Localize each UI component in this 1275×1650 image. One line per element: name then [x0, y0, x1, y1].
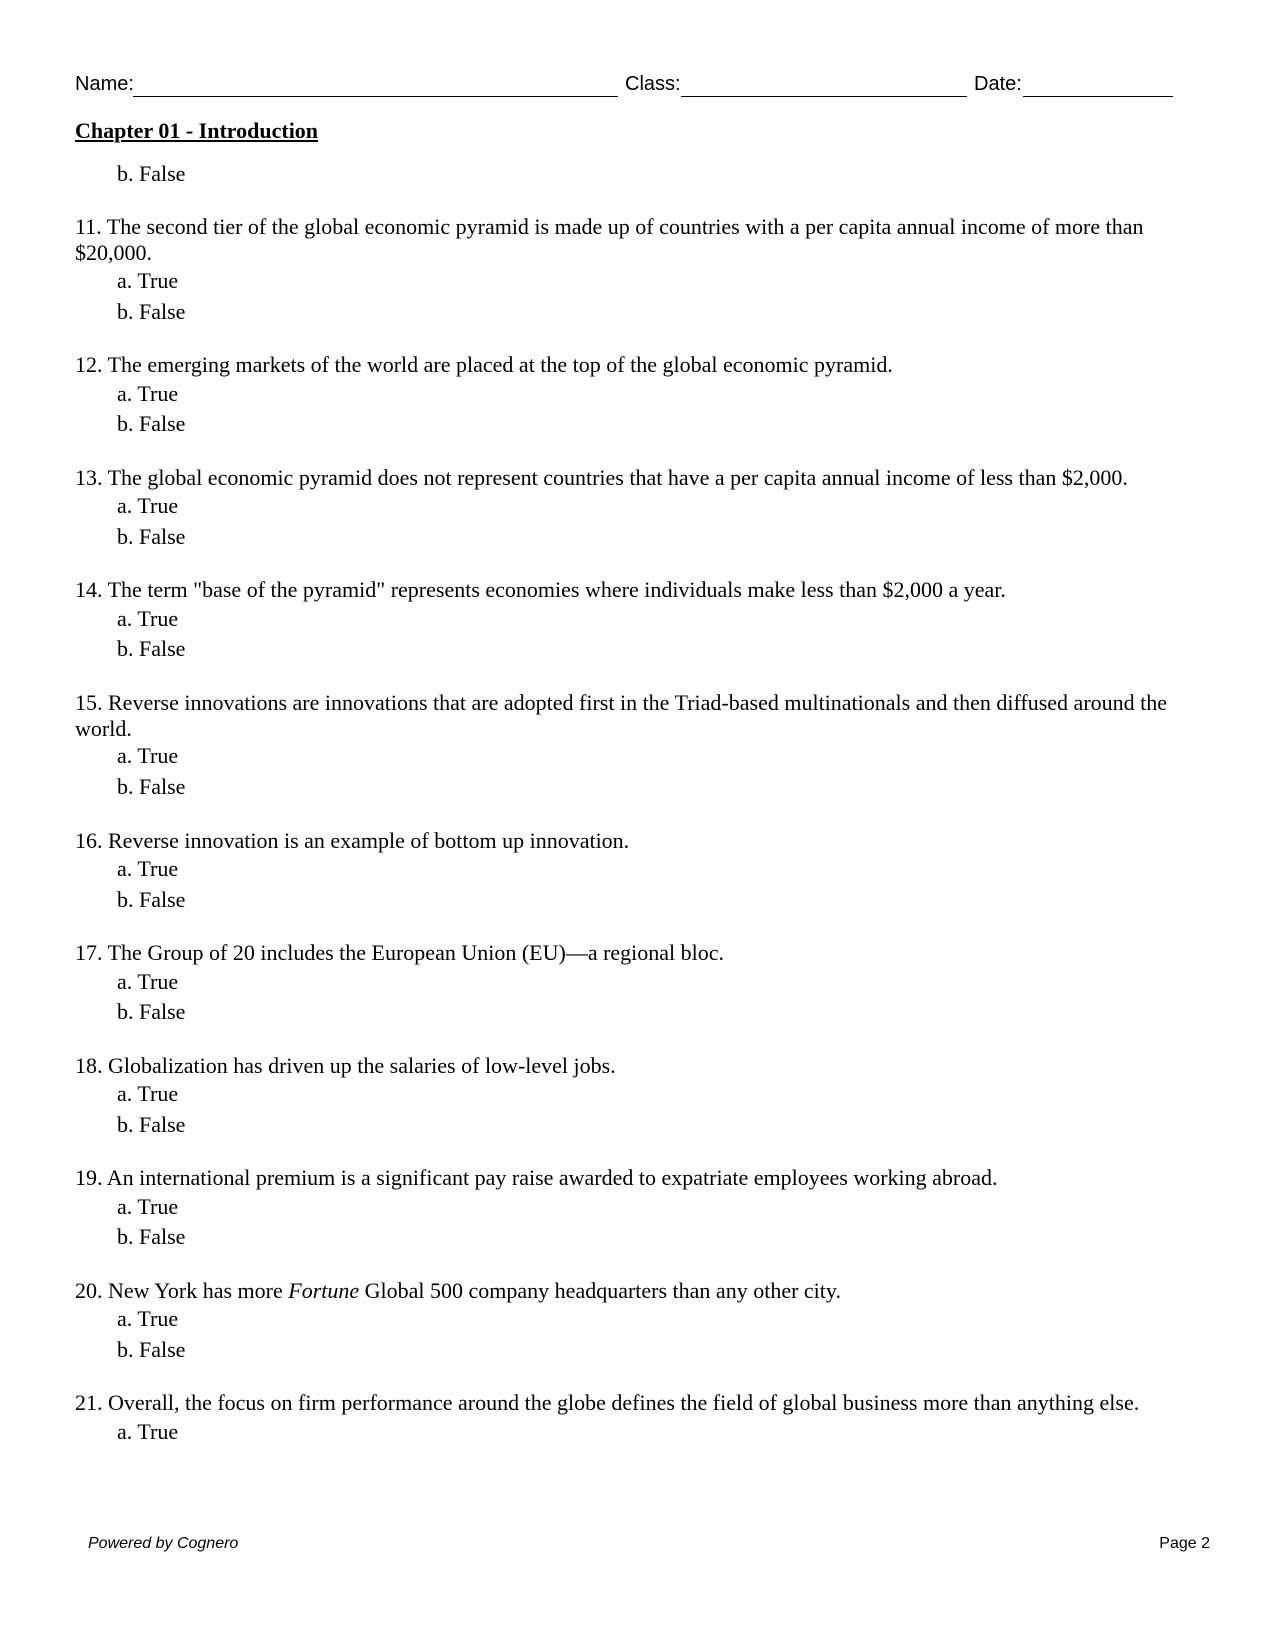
name-field[interactable] [133, 96, 618, 97]
answer-option[interactable]: b. False [117, 411, 186, 436]
question-text: Reverse innovations are innovations that are adopted first in the Triad-based multinationals and then diffused around the world. [75, 690, 1168, 741]
date-label: Date: [974, 73, 1022, 95]
answer-option[interactable]: a. True [117, 969, 179, 994]
class-label: Class: [625, 73, 681, 95]
question-text: The emerging markets of the world are placed at the top of the global economic pyramid. [107, 352, 893, 377]
question-15 [75, 690, 1200, 742]
class-field[interactable] [681, 96, 967, 97]
answer-option[interactable]: a. True [117, 1419, 179, 1444]
question-number: 16. [75, 828, 103, 853]
answer-option[interactable]: b. False [117, 1112, 186, 1137]
question-text: The second tier of the global economic pyramid is made up of countries with a per capita annual income of more than $20,000. [75, 214, 1144, 265]
question-number: 13. [75, 465, 103, 490]
answer-option[interactable]: b. False [117, 524, 186, 549]
answer-option[interactable]: b. False [117, 161, 186, 186]
question-11 [75, 214, 1200, 266]
question-21 [75, 1390, 1200, 1416]
question-text: The global economic pyramid does not represent countries that have a per capita annual income of less than $2,000. [107, 465, 1128, 490]
answer-option[interactable]: a. True [117, 268, 179, 293]
chapter-title: Chapter 01 - Introduction [75, 118, 319, 143]
question-18 [75, 1053, 1200, 1079]
question-number: 17. [75, 940, 103, 965]
date-field[interactable] [1023, 96, 1173, 97]
answer-option[interactable]: b. False [117, 887, 186, 912]
question-text-start: New York has more [108, 1278, 289, 1303]
student-info-header [75, 72, 1200, 102]
question-text: The term "base of the pyramid" represents economies where individuals make less than $2,000 a year. [107, 577, 1006, 602]
question-text: An international premium is a significant pay raise awarded to expatriate employees working abroad. [106, 1165, 998, 1190]
question-number: 18. [75, 1053, 103, 1078]
page-number: Page 2 [1159, 1535, 1210, 1552]
answer-option[interactable]: b. False [117, 1337, 186, 1362]
question-text: Reverse innovation is an example of bottom up innovation. [108, 828, 630, 853]
question-13 [75, 465, 1200, 491]
answer-option[interactable]: a. True [117, 606, 179, 631]
answer-option[interactable]: a. True [117, 1081, 179, 1106]
answer-option[interactable]: b. False [117, 636, 186, 661]
question-16 [75, 828, 1200, 854]
answer-option[interactable]: a. True [117, 1306, 179, 1331]
question-text-italic: Fortune [288, 1278, 360, 1303]
question-number: 21. [75, 1390, 103, 1415]
question-number: 14. [75, 577, 103, 602]
question-number: 15. [75, 690, 103, 715]
question-number: 19. [75, 1165, 103, 1190]
answer-option[interactable]: b. False [117, 299, 186, 324]
question-text-end: Global 500 company headquarters than any other city. [359, 1278, 841, 1303]
answer-option[interactable]: b. False [117, 1224, 186, 1249]
question-text: Overall, the focus on firm performance around the globe defines the field of global business more than anything else. [108, 1390, 1140, 1415]
question-19 [75, 1165, 1200, 1191]
question-20 [75, 1278, 1200, 1304]
question-12 [75, 352, 1200, 378]
question-17 [75, 940, 1200, 966]
answer-option[interactable]: a. True [117, 1194, 179, 1219]
question-14 [75, 577, 1200, 603]
question-number: 12. [75, 352, 103, 377]
answer-option[interactable]: b. False [117, 774, 186, 799]
question-text: The Group of 20 includes the European Union (EU)—a regional bloc. [107, 940, 725, 965]
powered-by-footer: Powered by Cognero [88, 1535, 239, 1552]
name-label: Name: [75, 73, 134, 95]
question-number: 11. [75, 214, 102, 239]
answer-option[interactable]: a. True [117, 493, 179, 518]
answer-option[interactable]: b. False [117, 999, 186, 1024]
question-text: Globalization has driven up the salaries of low-level jobs. [108, 1053, 616, 1078]
answer-option[interactable]: a. True [117, 743, 179, 768]
question-text [108, 1278, 841, 1303]
question-number: 20. [75, 1278, 103, 1303]
answer-option[interactable]: a. True [117, 381, 179, 406]
answer-option[interactable]: a. True [117, 856, 179, 881]
